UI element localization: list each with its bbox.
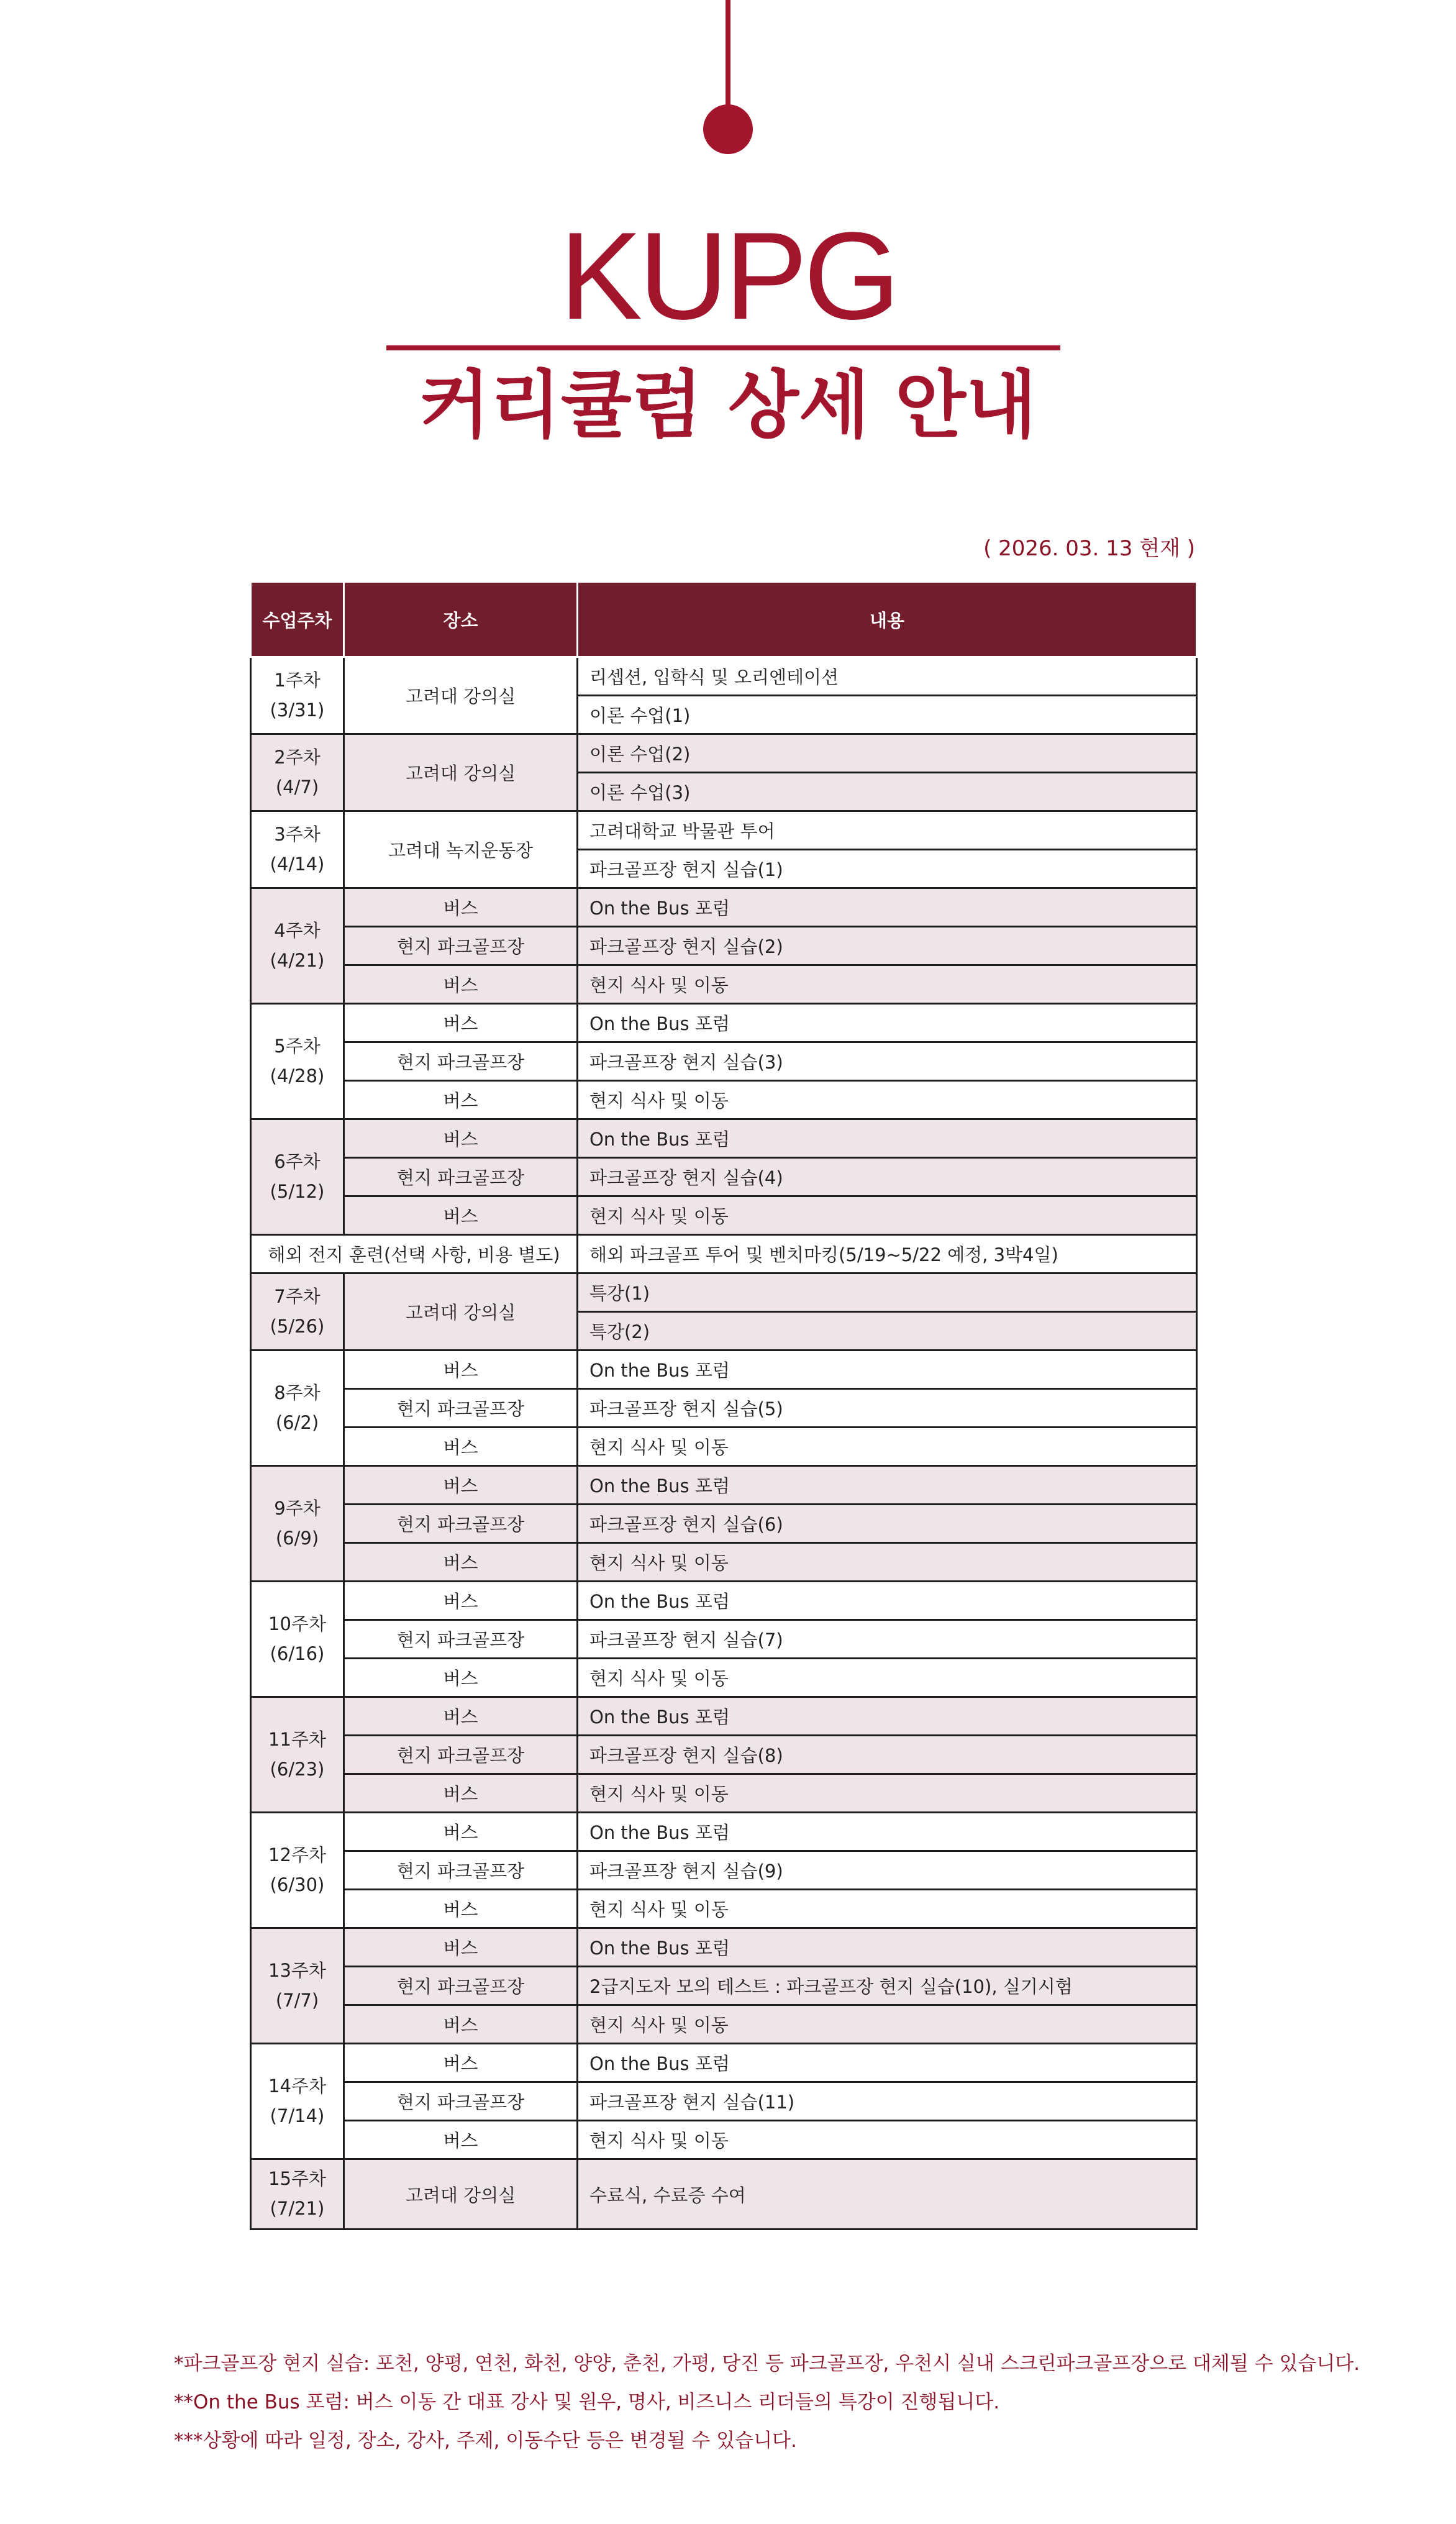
week-label: 7주차	[274, 1285, 321, 1307]
content-cell: 파크골프장 현지 실습(3)	[578, 1042, 1197, 1081]
week-date: (4/7)	[275, 776, 319, 798]
content-cell: On the Bus 포럼	[578, 1697, 1197, 1736]
content-cell: 현지 식사 및 이동	[578, 2005, 1197, 2044]
table-row	[251, 2044, 1197, 2082]
place-cell: 고려대 강의실	[344, 2159, 578, 2230]
week-date: (6/23)	[270, 1758, 325, 1780]
footnote: ***상황에 따라 일정, 장소, 강사, 주제, 이동수단 등은 변경될 수 있습니다.	[174, 2430, 797, 2452]
content-cell: 현지 식사 및 이동	[578, 1428, 1197, 1466]
place-cell: 버스	[344, 1004, 578, 1042]
place-cell: 버스	[344, 1196, 578, 1235]
table-row	[251, 1158, 1197, 1196]
week-label: 12주차	[268, 1844, 326, 1866]
table-row	[251, 1813, 1197, 1851]
week-date: (3/31)	[270, 699, 325, 721]
curriculum-table	[250, 581, 1198, 2230]
week-label: 8주차	[274, 1382, 321, 1403]
place-cell: 고려대 녹지운동장	[344, 811, 578, 888]
table-row	[251, 1196, 1197, 1235]
week-date: (7/7)	[275, 1989, 319, 2011]
place-cell: 버스	[344, 2044, 578, 2082]
week-cell	[251, 1273, 344, 1351]
table-row	[251, 1042, 1197, 1081]
content-cell: On the Bus 포럼	[578, 1813, 1197, 1851]
content-cell: On the Bus 포럼	[578, 1119, 1197, 1158]
place-cell: 버스	[344, 1543, 578, 1582]
week-cell	[251, 811, 344, 888]
place-cell: 현지 파크골프장	[344, 1851, 578, 1890]
place-cell: 현지 파크골프장	[344, 1967, 578, 2005]
week-label: 6주차	[274, 1150, 321, 1172]
place-cell: 현지 파크골프장	[344, 2082, 578, 2121]
content-cell: 현지 식사 및 이동	[578, 1543, 1197, 1582]
week-cell	[251, 1928, 344, 2044]
place-cell: 현지 파크골프장	[344, 1158, 578, 1196]
week-date: (5/12)	[270, 1180, 325, 1202]
date-note: ( 2026. 03. 13 현재 )	[983, 536, 1195, 561]
table-row	[251, 1967, 1197, 2005]
week-date: (7/14)	[270, 2105, 325, 2126]
table-row	[251, 965, 1197, 1004]
table-row	[251, 2005, 1197, 2044]
content-cell: 수료식, 수료증 수여	[578, 2159, 1197, 2230]
table-row	[251, 734, 1197, 773]
place-cell: 현지 파크골프장	[344, 1042, 578, 1081]
week-cell	[251, 1351, 344, 1466]
footnote: **On the Bus 포럼: 버스 이동 간 대표 강사 및 원우, 명사, 비즈니스 리더들의 특강이 진행됩니다.	[174, 2391, 1000, 2413]
week-date: (4/28)	[270, 1065, 325, 1087]
place-cell: 버스	[344, 1081, 578, 1119]
place-cell: 버스	[344, 1582, 578, 1620]
place-cell: 버스	[344, 1428, 578, 1466]
place-cell: 버스	[344, 2005, 578, 2044]
week-label: 14주차	[268, 2075, 326, 2097]
week-label: 3주차	[274, 823, 321, 845]
week-cell	[251, 1582, 344, 1697]
week-date: (7/21)	[270, 2198, 325, 2219]
week-date: (6/9)	[275, 1527, 319, 1549]
week-label: 9주차	[274, 1497, 321, 1519]
column-header-place: 장소	[344, 582, 578, 657]
place-cell: 현지 파크골프장	[344, 1505, 578, 1543]
table-row	[251, 1543, 1197, 1582]
week-label: 5주차	[274, 1035, 321, 1057]
content-cell: 파크골프장 현지 실습(6)	[578, 1505, 1197, 1543]
table-header-row	[251, 582, 1197, 657]
week-cell	[251, 2044, 344, 2159]
content-cell: On the Bus 포럼	[578, 1928, 1197, 1967]
column-header-week: 수업주차	[251, 582, 344, 657]
week-label: 13주차	[268, 1959, 326, 1981]
week-label: 2주차	[274, 746, 321, 768]
table-row	[251, 1428, 1197, 1466]
place-cell: 고려대 강의실	[344, 657, 578, 734]
content-cell: 현지 식사 및 이동	[578, 1774, 1197, 1813]
table-row	[251, 1851, 1197, 1890]
content-cell: 파크골프장 현지 실습(11)	[578, 2082, 1197, 2121]
footnote: *파크골프장 현지 실습: 포천, 양평, 연천, 화천, 양양, 춘천, 가평, 당진 등 파크골프장, 우천시 실내 스크린파크골프장으로 대체될 수 있습니다.	[174, 2353, 1360, 2375]
table-row	[251, 888, 1197, 927]
table-row	[251, 927, 1197, 965]
content-cell: 특강(2)	[578, 1312, 1197, 1351]
week-cell	[251, 1813, 344, 1928]
table-row	[251, 1620, 1197, 1659]
content-cell: 2급지도자 모의 테스트 : 파크골프장 현지 실습(10), 실기시험	[578, 1967, 1197, 2005]
content-cell: 현지 식사 및 이동	[578, 1196, 1197, 1235]
content-cell: 현지 식사 및 이동	[578, 2121, 1197, 2159]
table-row	[251, 1505, 1197, 1543]
content-cell: 현지 식사 및 이동	[578, 1081, 1197, 1119]
week-cell	[251, 1697, 344, 1813]
table-row	[251, 1466, 1197, 1505]
place-cell: 버스	[344, 1659, 578, 1697]
place-cell: 고려대 강의실	[344, 734, 578, 811]
place-cell: 버스	[344, 1466, 578, 1505]
content-cell: 파크골프장 현지 실습(9)	[578, 1851, 1197, 1890]
table-row	[251, 1659, 1197, 1697]
week-date: (4/21)	[270, 949, 325, 971]
week-date: (5/26)	[270, 1315, 325, 1337]
table-row	[251, 811, 1197, 850]
place-cell: 고려대 강의실	[344, 1273, 578, 1351]
content-cell: 리셉션, 입학식 및 오리엔테이션	[578, 657, 1197, 696]
week-cell	[251, 1004, 344, 1119]
table-row-special	[251, 1235, 1197, 1273]
content-cell: 현지 식사 및 이동	[578, 965, 1197, 1004]
footnotes	[174, 2344, 1360, 2460]
content-cell: 파크골프장 현지 실습(8)	[578, 1736, 1197, 1774]
week-cell	[251, 888, 344, 1004]
place-cell: 버스	[344, 1774, 578, 1813]
place-cell: 버스	[344, 965, 578, 1004]
place-cell: 버스	[344, 1119, 578, 1158]
table-row	[251, 1774, 1197, 1813]
content-cell: 파크골프장 현지 실습(1)	[578, 850, 1197, 888]
content-cell: 특강(1)	[578, 1273, 1197, 1312]
content-cell: 이론 수업(2)	[578, 734, 1197, 773]
content-cell: 파크골프장 현지 실습(2)	[578, 927, 1197, 965]
week-date: (6/2)	[275, 1411, 319, 1433]
content-cell: On the Bus 포럼	[578, 1351, 1197, 1389]
content-cell: On the Bus 포럼	[578, 1004, 1197, 1042]
week-cell	[251, 1466, 344, 1582]
place-cell: 버스	[344, 1813, 578, 1851]
special-content: 해외 파크골프 투어 및 벤치마킹(5/19~5/22 예정, 3박4일)	[578, 1235, 1197, 1273]
table-row	[251, 1736, 1197, 1774]
place-cell: 현지 파크골프장	[344, 1736, 578, 1774]
week-label: 15주차	[268, 2168, 326, 2190]
content-cell: 현지 식사 및 이동	[578, 1659, 1197, 1697]
place-cell: 현지 파크골프장	[344, 1620, 578, 1659]
place-cell: 현지 파크골프장	[344, 927, 578, 965]
week-label: 10주차	[268, 1613, 326, 1634]
place-cell: 버스	[344, 1890, 578, 1928]
column-header-content: 내용	[578, 582, 1197, 657]
place-cell: 버스	[344, 1928, 578, 1967]
content-cell: 파크골프장 현지 실습(7)	[578, 1620, 1197, 1659]
week-cell	[251, 657, 344, 734]
table-row	[251, 1389, 1197, 1428]
table-row	[251, 1119, 1197, 1158]
table-row	[251, 2159, 1197, 2230]
content-cell: On the Bus 포럼	[578, 1582, 1197, 1620]
table-row	[251, 2121, 1197, 2159]
place-cell: 버스	[344, 2121, 578, 2159]
hanging-dot	[703, 104, 753, 154]
content-cell: 이론 수업(1)	[578, 696, 1197, 734]
special-label: 해외 전지 훈련(선택 사항, 비용 별도)	[251, 1235, 578, 1273]
table-row	[251, 1351, 1197, 1389]
week-label: 1주차	[274, 669, 321, 691]
place-cell: 현지 파크골프장	[344, 1389, 578, 1428]
content-cell: 현지 식사 및 이동	[578, 1890, 1197, 1928]
week-date: (6/30)	[270, 1874, 325, 1895]
week-cell	[251, 734, 344, 811]
content-cell: On the Bus 포럼	[578, 1466, 1197, 1505]
week-date: (4/14)	[270, 853, 325, 875]
table-row	[251, 1928, 1197, 1967]
content-cell: 이론 수업(3)	[578, 773, 1197, 811]
content-cell: 고려대학교 박물관 투어	[578, 811, 1197, 850]
place-cell: 버스	[344, 888, 578, 927]
week-date: (6/16)	[270, 1642, 325, 1664]
page-subtitle: 커리큘럼 상세 안내	[419, 362, 1037, 448]
table-row	[251, 1004, 1197, 1042]
title-divider	[386, 345, 1060, 350]
table-row	[251, 1890, 1197, 1928]
week-cell	[251, 1119, 344, 1235]
table-row	[251, 1582, 1197, 1620]
table-row	[251, 1081, 1197, 1119]
table-body	[251, 657, 1197, 2230]
table-row	[251, 657, 1197, 696]
place-cell: 버스	[344, 1697, 578, 1736]
content-cell: 파크골프장 현지 실습(4)	[578, 1158, 1197, 1196]
table-row	[251, 2082, 1197, 2121]
table-row	[251, 1273, 1197, 1312]
content-cell: On the Bus 포럼	[578, 2044, 1197, 2082]
week-label: 4주차	[274, 919, 321, 941]
place-cell: 버스	[344, 1351, 578, 1389]
content-cell: 파크골프장 현지 실습(5)	[578, 1389, 1197, 1428]
table-row	[251, 1697, 1197, 1736]
week-cell	[251, 2159, 344, 2230]
week-label: 11주차	[268, 1728, 326, 1750]
hanging-line	[726, 0, 730, 112]
content-cell: On the Bus 포럼	[578, 888, 1197, 927]
page-title: KUPG	[559, 207, 897, 345]
